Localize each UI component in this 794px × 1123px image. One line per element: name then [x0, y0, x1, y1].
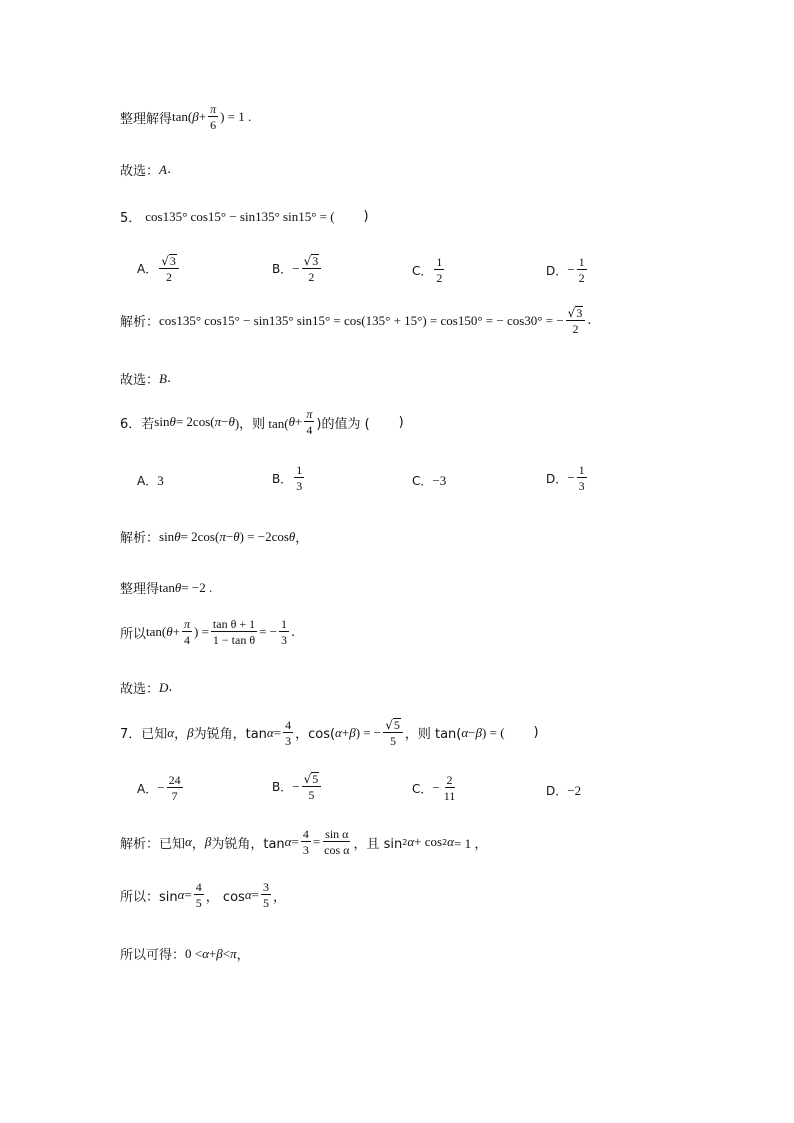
fraction	[283, 719, 293, 747]
math: +	[295, 414, 303, 429]
solution-7	[120, 828, 487, 856]
option-label: A．	[137, 474, 158, 488]
option-label: B．	[272, 780, 293, 794]
math: ) = −	[355, 724, 382, 740]
derivation-tan-sum	[120, 618, 295, 646]
denominator: 5	[390, 734, 397, 748]
numerator: 4	[285, 717, 292, 732]
radicand: 5	[312, 772, 319, 786]
numerator: π	[210, 102, 217, 116]
radicand: 3	[312, 254, 319, 268]
math: π	[214, 414, 222, 429]
radicand: 3	[169, 254, 176, 268]
solution-6	[120, 527, 308, 546]
denominator: 6	[210, 118, 217, 132]
answer-line-q5	[120, 369, 171, 388]
answer-letter: A	[159, 161, 167, 177]
answer-line-q6	[120, 678, 173, 697]
answer-blank: )	[369, 414, 404, 430]
math: =	[184, 887, 192, 902]
option-value: −2	[567, 782, 582, 798]
text: .	[166, 162, 172, 177]
math: +	[208, 945, 217, 961]
math: = −	[259, 624, 278, 639]
math: cos135° cos15° − sin135° sin15° = (	[145, 208, 335, 224]
math: α	[284, 834, 292, 849]
math: α	[167, 724, 175, 740]
text: 解析：	[120, 315, 160, 330]
q7-option-b	[272, 772, 323, 801]
math: =	[273, 724, 282, 740]
sign: −	[432, 780, 440, 795]
math: + cos	[414, 834, 443, 849]
fraction	[434, 256, 444, 284]
numerator: π	[183, 617, 190, 631]
math: ) =	[193, 624, 209, 639]
math: =	[251, 887, 259, 902]
math: π	[230, 945, 237, 961]
math: β	[187, 724, 194, 740]
text: .	[291, 624, 296, 640]
fraction	[294, 464, 304, 492]
fraction: √ 3 2	[302, 254, 322, 283]
denominator: 3	[285, 733, 292, 748]
numerator: 1	[281, 617, 288, 631]
math: α	[407, 834, 415, 849]
option-label: A．	[137, 262, 158, 276]
math: −	[221, 414, 229, 429]
math: sin	[154, 414, 170, 429]
option-label: C．	[412, 263, 433, 278]
math: +	[198, 109, 207, 124]
q6-option-b	[272, 464, 306, 492]
denominator: 5	[262, 896, 269, 910]
math: tan(	[146, 624, 167, 639]
q6-option-c	[412, 472, 446, 489]
option-label: C．	[412, 781, 433, 796]
q5-option-a	[137, 254, 181, 283]
derivation-range	[120, 944, 250, 963]
numerator: 4	[195, 880, 202, 894]
math: α	[461, 724, 469, 740]
math: tan(	[172, 109, 193, 124]
math: ) = 1 .	[220, 109, 252, 124]
math: +	[172, 624, 180, 639]
q7-option-c	[412, 774, 459, 802]
denominator: 4	[183, 633, 190, 647]
numerator: 1	[436, 255, 443, 269]
math: β	[204, 834, 212, 849]
denominator: 2	[578, 271, 585, 285]
question-number: 5．	[120, 211, 142, 226]
text: ，	[236, 948, 250, 963]
question-number: 6．若	[120, 416, 155, 432]
math: α	[447, 834, 454, 849]
radicand: 5	[393, 718, 400, 732]
math: ) = (	[482, 724, 505, 740]
math: β	[216, 945, 223, 961]
math: θ	[233, 528, 240, 544]
math: −	[468, 724, 476, 740]
option-label: D．	[546, 263, 568, 278]
math: α	[185, 834, 192, 849]
q5-option-c	[412, 256, 446, 284]
q7-option-d	[546, 782, 581, 799]
question-5	[120, 207, 369, 226]
sign: −	[567, 262, 575, 277]
text: 故选：	[120, 164, 160, 179]
denominator: 2	[436, 271, 443, 285]
question-6	[120, 408, 404, 436]
math: θ	[166, 624, 173, 639]
question-number: 7．已知	[120, 727, 168, 742]
solution-5	[120, 306, 591, 335]
text: ，	[272, 889, 286, 905]
derivation-tan-theta	[120, 578, 212, 597]
denominator: 5	[308, 788, 315, 802]
answer-blank: )	[504, 725, 539, 740]
fraction	[322, 828, 351, 856]
denominator: 11	[443, 789, 456, 803]
math: cos135° cos15° − sin135° sin15° = cos(135° + 15°) = cos150° = − cos30° = −	[159, 312, 564, 328]
denominator: cos α	[324, 843, 350, 857]
numerator: 3	[262, 880, 269, 894]
fraction	[442, 774, 458, 802]
math: =	[291, 834, 299, 849]
numerator: π	[306, 407, 313, 421]
fraction	[194, 881, 204, 909]
text: ，	[191, 836, 205, 852]
fraction: √ 5 5	[383, 718, 403, 747]
q6-option-a	[137, 472, 164, 489]
answer-blank: )	[334, 209, 369, 224]
denominator: 2	[166, 270, 173, 284]
denominator: 4	[306, 423, 313, 437]
math: )，则 tan(	[234, 415, 289, 431]
math: θ	[174, 579, 182, 595]
math: = 1 ，	[454, 835, 488, 851]
fraction: √ 5 5	[302, 772, 322, 801]
numerator: 1	[296, 463, 303, 477]
numerator: 1	[578, 463, 585, 477]
denominator: 5	[195, 896, 202, 910]
text: ，则 tan(	[404, 727, 462, 742]
text: ，	[295, 531, 309, 546]
math: ) = −2cos	[239, 528, 289, 544]
answer-letter: D	[159, 679, 169, 695]
denominator: 2	[308, 270, 315, 284]
sign: −	[292, 260, 300, 276]
text: 所以可得：	[120, 948, 186, 963]
math: =	[312, 834, 321, 849]
numerator: 1	[578, 255, 585, 269]
math: = 2cos(	[175, 414, 215, 429]
math: β	[192, 109, 199, 124]
sign: −	[157, 780, 165, 795]
text: )的值为 (	[316, 416, 370, 432]
question-7	[120, 718, 539, 747]
math: θ	[169, 414, 176, 429]
numerator: 4	[302, 827, 309, 841]
denominator: 1 − tan θ	[212, 633, 256, 647]
text: .	[166, 371, 172, 386]
math: θ	[174, 528, 181, 544]
fraction	[261, 881, 271, 909]
math: θ	[228, 414, 235, 429]
q5-option-d	[546, 256, 589, 284]
math: θ	[288, 414, 296, 429]
math: α	[335, 724, 342, 740]
answer-letter: B	[159, 370, 167, 386]
fraction	[182, 618, 192, 646]
math: <	[222, 945, 231, 961]
text: ， cos	[205, 889, 245, 905]
numerator: 24	[168, 773, 181, 787]
text: .	[168, 680, 173, 695]
fraction	[211, 618, 257, 646]
denominator: 3	[578, 479, 585, 493]
text: 解析：已知	[120, 836, 186, 852]
denominator: 3	[296, 479, 303, 493]
text: 所以：sin	[120, 889, 178, 905]
fraction: √ 3 2	[566, 306, 586, 335]
denominator: 7	[171, 789, 178, 803]
math: β	[475, 724, 483, 740]
option-label: D．	[546, 784, 568, 798]
fraction	[301, 828, 311, 856]
math: tan	[159, 579, 175, 595]
text: 整理得	[120, 582, 160, 597]
denominator: 3	[302, 843, 309, 857]
math: α	[244, 887, 252, 902]
fraction	[167, 774, 183, 802]
answer-line-q4	[120, 160, 171, 179]
fraction	[279, 618, 289, 646]
option-label: B．	[272, 262, 293, 276]
math: π	[219, 528, 226, 544]
q5-option-b	[272, 254, 323, 283]
derivation-sin-cos	[120, 881, 286, 909]
numerator: 2	[446, 773, 453, 787]
q6-option-d	[546, 464, 589, 492]
math: β	[349, 724, 356, 740]
text: ，且 sin	[353, 836, 403, 852]
denominator: 3	[281, 633, 288, 647]
exponent: 2	[402, 837, 408, 847]
numerator: tan θ + 1	[212, 617, 256, 631]
math: = −2 .	[181, 579, 213, 595]
fraction	[304, 408, 314, 436]
text: 为锐角，tan	[211, 836, 285, 852]
radicand: 3	[576, 306, 583, 320]
math: α	[202, 945, 209, 961]
fraction	[577, 256, 587, 284]
option-value: −3	[432, 472, 447, 488]
option-label: C．	[412, 474, 433, 488]
sign: −	[292, 778, 300, 794]
math: α	[177, 887, 185, 902]
q7-option-a	[137, 774, 185, 802]
fraction: √ 3 2	[159, 254, 179, 283]
option-label: B．	[272, 471, 293, 486]
numerator: sin α	[325, 827, 349, 841]
math: +	[341, 724, 350, 740]
option-value: 3	[157, 472, 164, 488]
text: 故选：	[120, 682, 160, 697]
math: 0 <	[185, 945, 203, 961]
option-label: A．	[137, 781, 158, 796]
text: 为锐角，tan	[193, 727, 267, 742]
fraction	[577, 464, 587, 492]
math: α	[266, 724, 274, 740]
text: 解析：	[120, 531, 160, 546]
text: 所以	[120, 626, 147, 642]
math: −	[225, 528, 234, 544]
text: 整理解得	[120, 111, 173, 127]
text: 故选：	[120, 373, 160, 388]
math: = 2cos(	[180, 528, 220, 544]
derivation-line-tan-beta	[120, 103, 251, 131]
sign: −	[567, 470, 575, 485]
math: sin	[159, 528, 175, 544]
text: ，	[174, 727, 188, 742]
text: .	[587, 313, 592, 328]
denominator: 2	[572, 322, 579, 336]
option-label: D．	[546, 471, 568, 486]
math: θ	[288, 528, 296, 544]
exponent: 2	[442, 837, 448, 847]
text: ，cos(	[295, 727, 336, 742]
fraction	[208, 103, 218, 131]
